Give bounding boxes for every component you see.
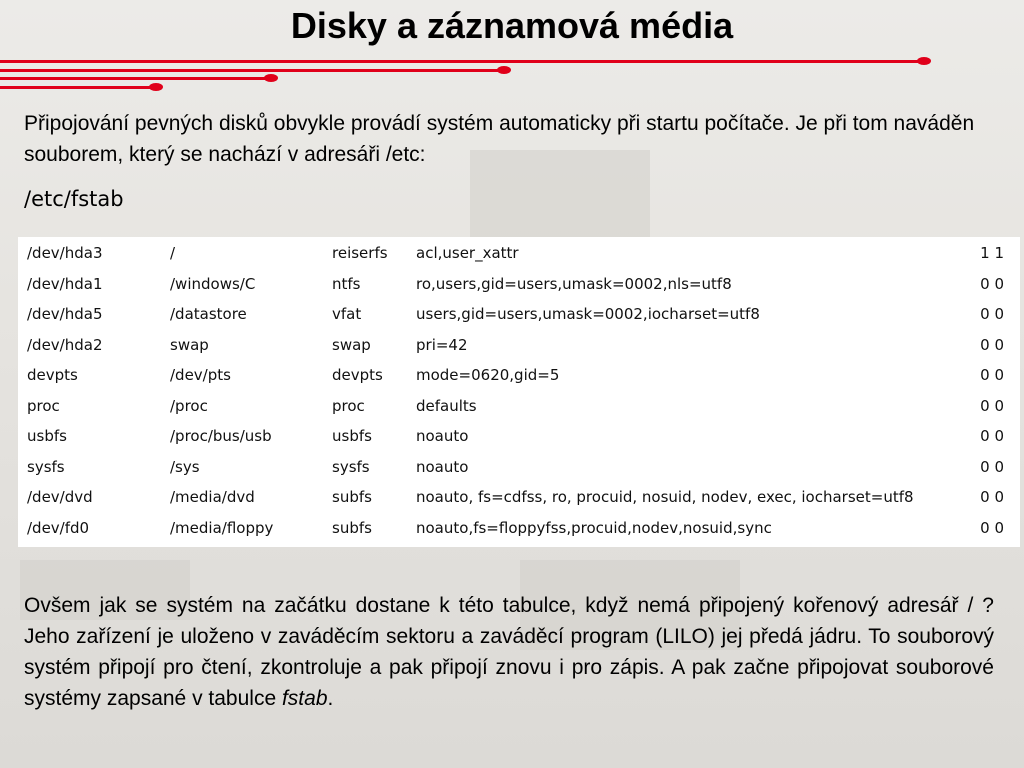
intro-paragraph: Připojování pevných disků obvykle provádí systém automaticky při startu počítače. Je při tom naváděn souborem, který se nachází v adresáři /etc: bbox=[24, 112, 975, 166]
fstab-fs: ntfs bbox=[332, 274, 361, 293]
fstab-options: noauto bbox=[416, 427, 469, 445]
fstab-fs: reiserfs bbox=[332, 244, 388, 262]
fstab-device: /dev/dvd bbox=[27, 488, 93, 506]
fstab-device: /dev/hda1 bbox=[27, 274, 103, 293]
table-row bbox=[18, 238, 1020, 268]
outro-paragraph bbox=[24, 590, 994, 714]
fstab-mount: /proc/bus/usb bbox=[170, 427, 272, 445]
table-row bbox=[18, 360, 1020, 390]
fstab-options: defaults bbox=[416, 396, 477, 415]
fstab-device: /dev/hda5 bbox=[27, 305, 103, 323]
fstab-device: usbfs bbox=[27, 427, 67, 445]
fstab-fs: subfs bbox=[332, 518, 372, 537]
fstab-fs: proc bbox=[332, 396, 365, 415]
fstab-mount: /media/floppy bbox=[170, 518, 274, 537]
fstab-numbers: 0 0 bbox=[980, 305, 1004, 323]
fstab-options: noauto,fs=floppyfss,procuid,nodev,nosuid,sync bbox=[416, 518, 772, 537]
fstab-device: sysfs bbox=[27, 457, 65, 476]
fstab-fs: swap bbox=[332, 335, 371, 354]
fstab-fs: devpts bbox=[332, 366, 383, 384]
table-row bbox=[18, 269, 1020, 299]
fstab-numbers: 0 0 bbox=[980, 274, 1004, 293]
fstab-mount: / bbox=[170, 244, 176, 262]
fstab-device: /dev/hda3 bbox=[27, 244, 103, 262]
fstab-numbers: 0 0 bbox=[980, 488, 1004, 506]
table-row bbox=[18, 391, 1020, 421]
table-row bbox=[18, 482, 1020, 512]
fstab-device: devpts bbox=[27, 366, 78, 384]
fstab-fs: subfs bbox=[332, 488, 372, 506]
fstab-fs: vfat bbox=[332, 305, 362, 323]
fstab-numbers: 0 0 bbox=[980, 518, 1004, 537]
fstab-mount: /dev/pts bbox=[170, 366, 231, 384]
fstab-mount: /sys bbox=[170, 457, 200, 476]
fstab-device: proc bbox=[27, 396, 60, 415]
table-row bbox=[18, 299, 1020, 329]
table-row bbox=[18, 452, 1020, 482]
fstab-device: /dev/fd0 bbox=[27, 518, 90, 537]
fstab-options: mode=0620,gid=5 bbox=[416, 366, 560, 384]
fstab-table bbox=[18, 237, 1020, 547]
fstab-fs: usbfs bbox=[332, 427, 372, 445]
outro-end: . bbox=[327, 687, 334, 710]
fstab-options: noauto bbox=[416, 457, 469, 476]
fstab-options: users,gid=users,umask=0002,iocharset=utf8 bbox=[416, 305, 760, 323]
fstab-numbers: 0 0 bbox=[980, 366, 1004, 384]
fstab-numbers: 0 0 bbox=[980, 427, 1004, 445]
slide-title: Disky a záznamová média bbox=[290, 5, 734, 46]
fstab-mount: /datastore bbox=[170, 305, 247, 323]
fstab-mount: /media/dvd bbox=[170, 488, 255, 506]
fstab-path: /etc/fstab bbox=[24, 187, 124, 211]
fstab-mount: /windows/C bbox=[170, 274, 256, 293]
fstab-numbers: 0 0 bbox=[980, 457, 1004, 476]
fstab-numbers: 0 0 bbox=[980, 335, 1004, 354]
table-row bbox=[18, 513, 1020, 543]
fstab-options: acl,user_xattr bbox=[416, 244, 519, 262]
fstab-options: noauto, fs=cdfss, ro, procuid, nosuid, nodev, exec, iocharset=utf8 bbox=[416, 488, 914, 506]
fstab-options: pri=42 bbox=[416, 335, 468, 354]
fstab-mount: swap bbox=[170, 335, 209, 354]
table-row bbox=[18, 421, 1020, 451]
table-row bbox=[18, 330, 1020, 360]
outro-text: Ovšem jak se systém na začátku dostane k této tabulce, když nemá připojený kořenový adresář / ? Jeho zařízení je uloženo v zaváděcím sektoru a zaváděcí program (LILO) jej předá jádru. To souborový systém připojí pro čtení, zkontroluje a pak připojí znovu i pro zápis. A pak začne připojovat souborové systémy zapsané v tabulce bbox=[24, 594, 994, 710]
fstab-device: /dev/hda2 bbox=[27, 335, 103, 354]
fstab-numbers: 0 0 bbox=[980, 396, 1004, 415]
fstab-options: ro,users,gid=users,umask=0002,nls=utf8 bbox=[416, 274, 732, 293]
fstab-mount: /proc bbox=[170, 396, 208, 415]
fstab-numbers: 1 1 bbox=[980, 244, 1004, 262]
fstab-fs: sysfs bbox=[332, 457, 370, 476]
outro-emphasis: fstab bbox=[281, 687, 328, 710]
